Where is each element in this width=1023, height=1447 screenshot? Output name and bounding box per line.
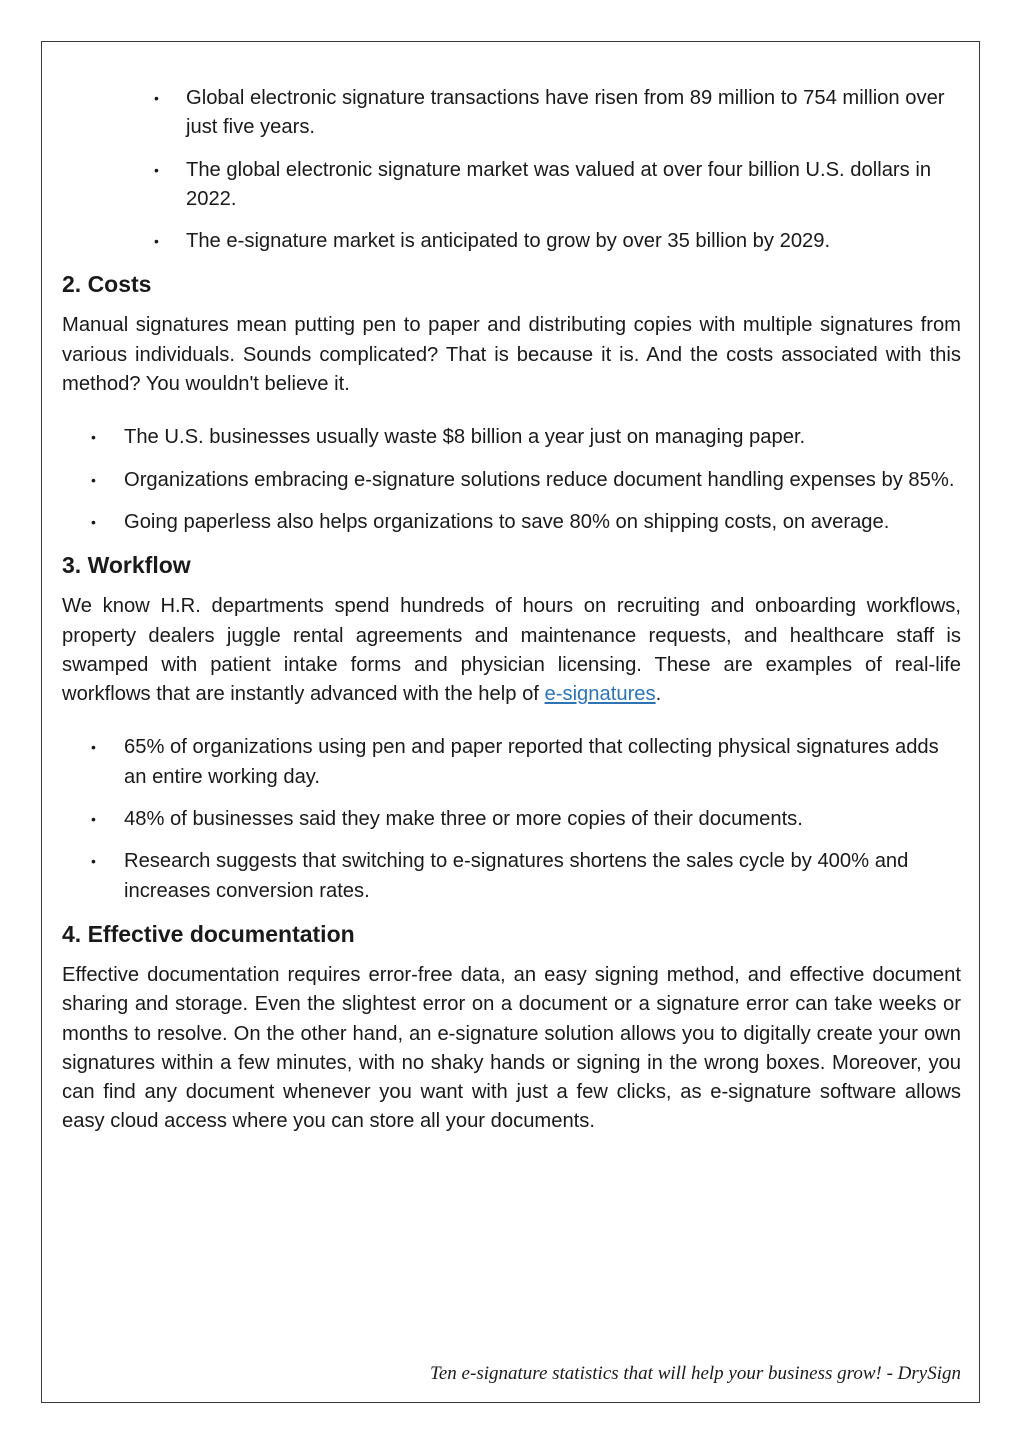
list-item-text: Organizations embracing e-signature solutions reduce document handling expenses by 85%. xyxy=(124,468,955,491)
documentation-paragraph: Effective documentation requires error-free data, an easy signing method, and effective document sharing and storage. Even the slightest error on a document or a signature error can take weeks or months to resolve. On the other hand, an e-signature solution allows you to digitally create your own signatures within a few minutes, with no shaky hands or signing in the wrong boxes. Moreover, you can find any document whenever you want with just a few clicks, as e-signature software allows easy cloud access where you can store all your documents. xyxy=(62,963,961,1133)
list-item-text: Going paperless also helps organizations to save 80% on shipping costs, on average. xyxy=(124,510,890,533)
list-item xyxy=(62,508,961,537)
list-item-text: The e-signature market is anticipated to grow by over 35 billion by 2029. xyxy=(186,230,831,253)
list-item xyxy=(62,156,961,215)
bullet-icon: • xyxy=(154,161,159,178)
costs-paragraph: Manual signatures mean putting pen to paper and distributing copies with multiple signatures from various individuals. Sounds complicated? That is because it is. And the costs associated with this method? You wouldn't believe it. xyxy=(62,314,961,396)
bullet-icon: • xyxy=(91,471,96,488)
list-item xyxy=(62,805,961,834)
bullet-icon: • xyxy=(91,739,96,756)
bullet-icon: • xyxy=(154,90,159,106)
workflow-paragraph-text: We know H.R. departments spend hundreds of hours on recruiting and onboarding workflows, property dealers juggle rental agreements and maintenance requests, and healthcare staff is swamped with patient intake forms and physician licensing. These are examples of real-life workflows that are instantly advanced with the help of xyxy=(62,595,961,706)
document-body xyxy=(62,84,961,1161)
list-item-text: 65% of organizations using pen and paper reported that collecting physical signatures adds an entire working day. xyxy=(124,736,939,788)
list-item xyxy=(62,847,961,906)
section-heading-workflow: 3. Workflow xyxy=(62,552,191,579)
list-item xyxy=(62,733,961,792)
list-item-text: Global electronic signature transactions have risen from 89 million to 754 million over just five years. xyxy=(186,87,945,139)
list-item-text: The global electronic signature market was valued at over four billion U.S. dollars in 2022. xyxy=(186,158,932,210)
intro-bullet-list xyxy=(62,84,961,256)
workflow-bullet-list xyxy=(62,733,961,905)
list-item xyxy=(62,423,961,452)
list-item xyxy=(62,84,961,143)
list-item-text: 48% of businesses said they make three or more copies of their documents. xyxy=(124,808,803,831)
workflow-paragraph xyxy=(62,592,961,709)
workflow-paragraph-end: . xyxy=(655,683,662,706)
list-item-text: Research suggests that switching to e-signatures shortens the sales cycle by 400% and increases conversion rates. xyxy=(124,850,909,902)
bullet-icon: • xyxy=(154,233,159,250)
page-footer: Ten e-signature statistics that will help your business grow! - DrySign xyxy=(430,1363,961,1384)
bullet-icon: • xyxy=(91,429,96,446)
costs-bullet-list xyxy=(62,423,961,537)
section-heading-costs: 2. Costs xyxy=(62,271,152,298)
bullet-icon: • xyxy=(91,853,96,870)
list-item xyxy=(62,227,961,256)
list-item xyxy=(62,466,961,495)
bullet-icon: • xyxy=(91,513,96,530)
bullet-icon: • xyxy=(91,811,96,828)
section-heading-documentation: 4. Effective documentation xyxy=(62,920,355,947)
e-signatures-link[interactable]: e-signatures xyxy=(544,683,656,706)
list-item-text: The U.S. businesses usually waste $8 billion a year just on managing paper. xyxy=(124,426,806,449)
